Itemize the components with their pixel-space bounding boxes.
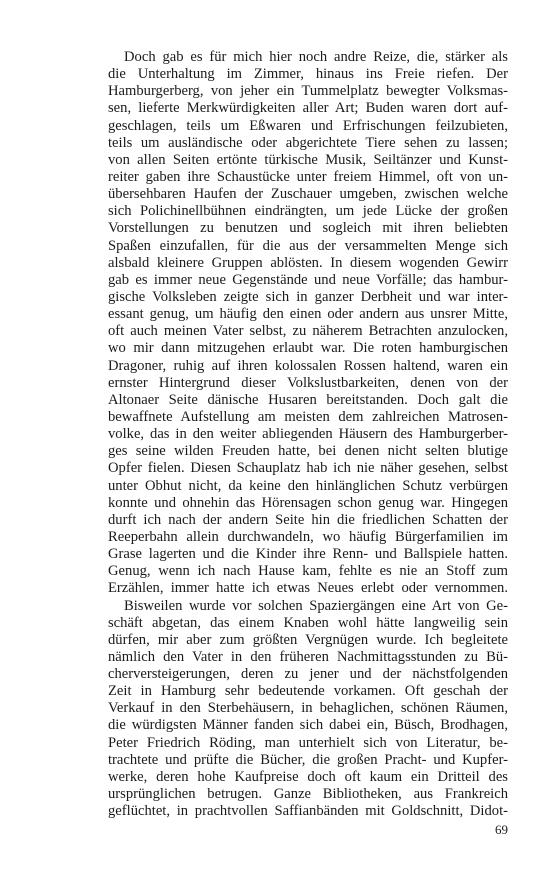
text-line: durft ich nach der andern Seite hin die friedlichen Schatten der	[108, 511, 508, 528]
body-text	[108, 49, 508, 820]
text-line: Altonaer Seite dänische Husaren bereitstanden. Doch galt die	[108, 391, 508, 408]
text-line: essant genug, um häufig den einen oder andern aus unsrer Mitte,	[108, 306, 508, 323]
text-line: nämlich den Vater in den früheren Nachmittagsstunden zu Bü-	[108, 648, 508, 665]
text-line: reiter gaben ihre Schaustücke unter freiem Himmel, oft von un-	[108, 168, 508, 185]
text-line: cherversteigerungen, deren zu jener und der nächstfolgenden	[108, 666, 508, 683]
text-line: die würdigsten Männer fanden sich dabei ein, Büsch, Brodhagen,	[108, 717, 508, 734]
text-line: übersehbaren Haufen der Zuschauer umgeben, zwischen welche	[108, 186, 508, 203]
text-line: ursprünglichen betrugen. Ganze Bibliotheken, aus Frankreich	[108, 786, 508, 803]
text-line: gische Volksleben zeigte sich in ganzer Derbheit und war inter-	[108, 288, 508, 305]
text-line: geflüchtet, in prachtvollen Saffianbänden mit Goldschnitt, Didot-	[108, 803, 508, 820]
text-line: ernster Hintergrund dieser Volkslustbarkeiten, denen von der	[108, 374, 508, 391]
text-line: Erzählen, immer hatte ich etwas Neues erlebt oder vernommen.	[108, 580, 508, 597]
text-line: gab es immer neue Gegenstände und neue Vorfälle; das hambur-	[108, 271, 508, 288]
text-line: Reeperbahn allein durchwandeln, wo häufig Bürgerfamilien im	[108, 528, 508, 545]
text-line: Dragoner, ruhig auf ihren kolossalen Rossen haltend, waren ein	[108, 357, 508, 374]
text-line: Bisweilen wurde vor solchen Spaziergängen eine Art von Ge-	[124, 597, 508, 614]
text-line: Genug, wenn ich nach Hause kam, fehlte es nie an Stoff zum	[108, 563, 508, 580]
text-line: konnte und ohnehin das Hörensagen schon genug war. Hingegen	[108, 494, 508, 511]
text-line: sich Polichinellbühnen eindrängten, um jede Lücke der großen	[108, 203, 508, 220]
text-line: bewaffnete Aufstellung am meisten dem zahlreichen Matrosen-	[108, 408, 508, 425]
page-number: 69	[495, 822, 508, 837]
text-line: Spaßen einzufallen, für die aus der versammelten Menge sich	[108, 237, 508, 254]
text-line: trachtete und prüfte die Bücher, die großen Pracht- und Kupfer-	[108, 751, 508, 768]
text-line: geschlagen, teils um Eßwaren und Erfrischungen feilzubieten,	[108, 117, 508, 134]
text-line: unter Obhut nicht, da keine den hinlänglichen Schutz verbürgen	[108, 477, 508, 494]
text-line: Zeit in Hamburg sehr bedeutende vorkamen. Oft geschah der	[108, 683, 508, 700]
text-line: die Unterhaltung im Zimmer, hinaus ins Freie riefen. Der	[108, 66, 508, 83]
text-line: volke, das in den weiter abliegenden Häusern des Hamburgerber-	[108, 426, 508, 443]
text-line: sen, lieferte Merkwürdigkeiten aller Art; Buden waren dort auf-	[108, 100, 508, 117]
text-line: teils um ausländische oder abgerichtete Tiere sehen zu lassen;	[108, 134, 508, 151]
text-line: Vorstellungen zu benutzen und sogleich mit ihren beliebten	[108, 220, 508, 237]
text-line: dürfen, mir aber zum größten Vergnügen wurde. Ich begleitete	[108, 631, 508, 648]
text-line: Peter Friedrich Röding, man unterhielt sich von Literatur, be-	[108, 734, 508, 751]
text-line: oft auch meinen Vater selbst, zu näherem Betrachten anzulocken,	[108, 323, 508, 340]
text-line: schäft abgetan, das einem Knaben wohl hätte langweilig sein	[108, 614, 508, 631]
text-line: Opfer fielen. Diesen Schauplatz hab ich nie näher gesehen, selbst	[108, 460, 508, 477]
text-line: von allen Seiten ertönte türkische Musik, Seiltänzer und Kunst-	[108, 151, 508, 168]
text-line: Verkauf in den Sterbehäusern, in behaglichen, schönen Räumen,	[108, 700, 508, 717]
text-line: Grase lagerten und die Kinder ihre Renn- und Ballspiele hatten.	[108, 546, 508, 563]
text-line: alsbald kleinere Gruppen ablösten. In diesem wogenden Gewirr	[108, 254, 508, 271]
text-line: wo mir dann mitzugehen erlaubt war. Die roten hamburgischen	[108, 340, 508, 357]
text-line: werke, deren hohe Kaufpreise doch oft kaum ein Dritteil des	[108, 768, 508, 785]
text-line: Hamburgerberg, von jeher ein Tummelplatz bewegter Volksmas-	[108, 83, 508, 100]
text-line: Doch gab es für mich hier noch andre Reize, die, stärker als	[124, 49, 508, 65]
text-line: ges seine wilden Freuden hatte, bei denen nicht selten blutige	[108, 443, 508, 460]
